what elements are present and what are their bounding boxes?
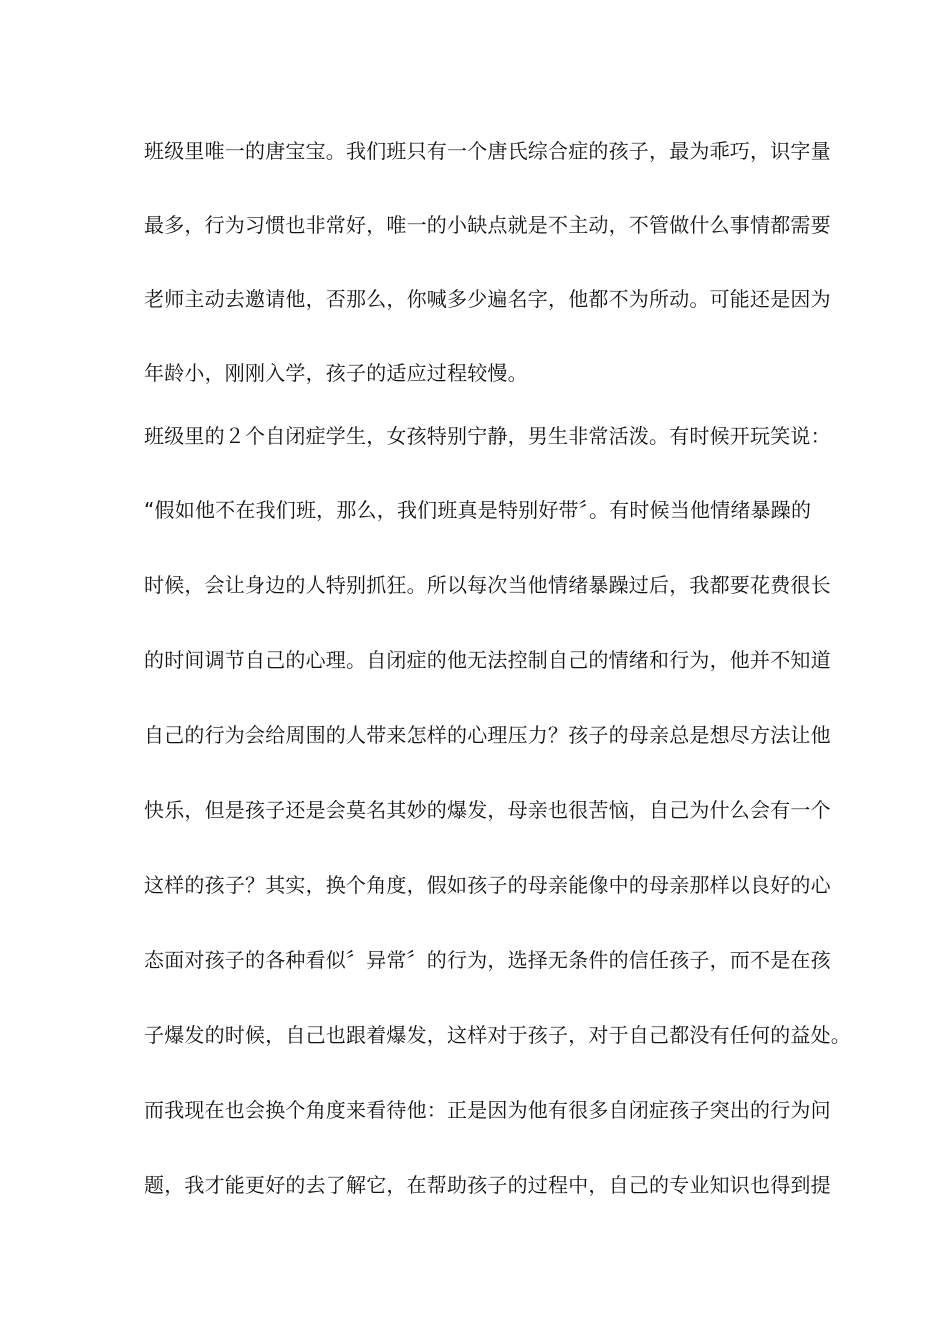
text-line: “假如他不在我们班，那么，我们班真是特别好带〞。有时候当他情绪暴躁的 bbox=[144, 498, 812, 522]
text-line: 自己的行为会给周围的人带来怎样的心理压力？孩子的母亲总是想尽方法让他 bbox=[144, 723, 831, 747]
text-line: 老师主动去邀请他，否那么，你喊多少遍名字，他都不为所动。可能还是因为 bbox=[144, 287, 831, 311]
text-line: 子爆发的时候，自己也跟着爆发，这样对于孩子，对于自己都没有任何的益处。 bbox=[144, 1023, 851, 1047]
text-line: 态面对孩子的各种看似〞异常〞的行为，选择无条件的信任孩子，而不是在孩 bbox=[144, 948, 831, 972]
text-line: 年龄小，刚刚入学，孩子的适应过程较慢。 bbox=[144, 361, 528, 385]
text-line: 班级里唯一的唐宝宝。我们班只有一个唐氏综合症的孩子，最为乖巧，识字量 bbox=[144, 139, 831, 163]
text-line: 最多，行为习惯也非常好，唯一的小缺点就是不主动，不管做什么事情都需要 bbox=[144, 213, 831, 237]
text-line: 时候，会让身边的人特别抓狂。所以每次当他情绪暴躁过后，我都要花费很长 bbox=[144, 573, 831, 597]
text-line: 班级里的２个自闭症学生，女孩特别宁静，男生非常活泼。有时候开玩笑说： bbox=[144, 424, 831, 448]
text-line: 快乐，但是孩子还是会莫名其妙的爆发，母亲也很苦恼，自己为什么会有一个 bbox=[144, 798, 831, 822]
text-line: 的时间调节自己的心理。自闭症的他无法控制自己的情绪和行为，他并不知道 bbox=[144, 648, 831, 672]
text-line: 题，我才能更好的去了解它，在帮助孩子的过程中，自己的专业知识也得到提 bbox=[144, 1173, 831, 1197]
text-line: 这样的孩子？其实，换个角度，假如孩子的母亲能像中的母亲那样以良好的心 bbox=[144, 873, 831, 897]
text-line: 而我现在也会换个角度来看待他：正是因为他有很多自闭症孩子突出的行为问 bbox=[144, 1098, 831, 1122]
